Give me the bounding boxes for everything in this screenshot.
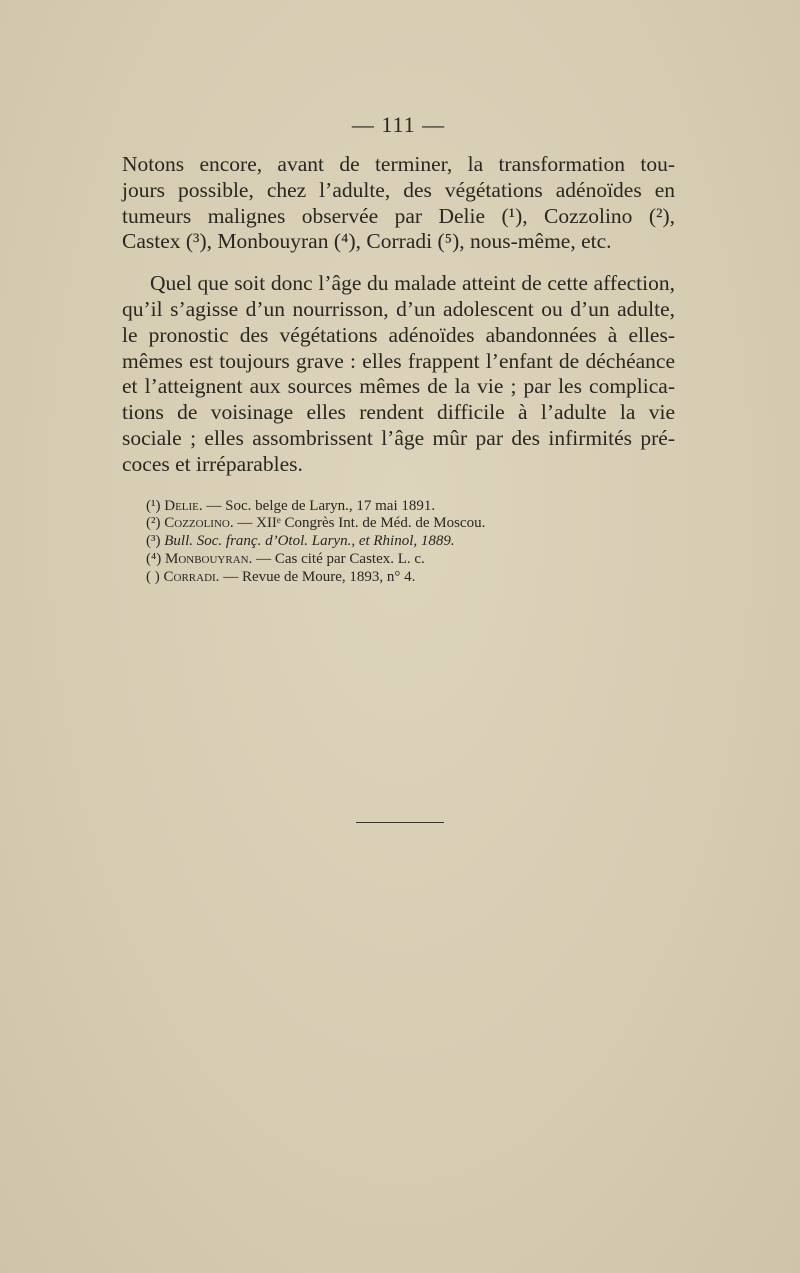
section-divider — [356, 822, 444, 823]
text-line: sociale ; elles assombrissent l’âge mûr par des infirmités pré- — [122, 425, 675, 450]
footnote-author: Monbouyran. — [164, 550, 253, 567]
text-line: Notons encore, avant de terminer, la transformation tou- — [122, 152, 675, 176]
footnote — [146, 551, 675, 569]
paragraph-1 — [122, 152, 675, 255]
footnote-mark: (¹) — [146, 497, 161, 514]
text-line: Quel que soit donc l’âge du malade atteint de cette affection, — [150, 271, 675, 296]
text-line: coces et irréparables. — [122, 451, 303, 476]
text-line: et l’atteignent aux sources mêmes de la vie ; par les complica- — [122, 374, 675, 399]
footnote — [146, 498, 675, 516]
footnote-text: — Soc. belge de Laryn., 17 mai 1891. — [206, 497, 436, 514]
footnote — [146, 515, 675, 533]
footnote-text: — Cas cité par Castex. L. c. — [256, 550, 425, 567]
footnote-mark: (⁴) — [146, 550, 162, 567]
text-line: tumeurs malignes observée par Delie (¹), Cozzolino (²), — [122, 203, 675, 228]
footnote-mark: (³) — [146, 533, 161, 550]
footnote — [146, 569, 675, 587]
text-line: le pronostic des végétations adénoïdes abandonnées à elles- — [122, 322, 675, 347]
text-line: Castex (³), Monbouyran (⁴), Corradi (⁵), nous-même, etc. — [122, 229, 612, 254]
page-number: — 111 — — [351, 112, 446, 137]
footnotes — [122, 498, 675, 587]
page-body — [122, 112, 675, 587]
footnote-author: Corradi. — [163, 568, 220, 585]
paragraph-2 — [122, 271, 675, 477]
text-line: tions de voisinage elles rendent difficile à l’adulte la vie — [122, 400, 675, 425]
footnote-text: — Revue de Moure, 1893, n° 4. — [223, 568, 416, 585]
footnote-text: Bull. Soc. franç. d’Otol. Laryn., et Rhinol, 1889. — [164, 533, 455, 550]
text-line: jours possible, chez l’adulte, des végétations adénoïdes en — [122, 177, 675, 202]
text-line: qu’il s’agisse d’un nourrisson, d’un adolescent ou d’un adulte, — [122, 296, 675, 321]
footnote-mark: ( ) — [146, 568, 160, 585]
footnote-text: — XIIᵉ Congrès Int. de Méd. de Moscou. — [237, 515, 486, 532]
text-line: mêmes est toujours grave : elles frappent l’enfant de déchéance — [122, 348, 675, 373]
footnote-author: Cozzolino. — [164, 515, 234, 532]
footnote-author: Delie. — [164, 497, 203, 514]
footnote-mark: (²) — [146, 515, 161, 532]
footnote — [146, 533, 675, 551]
